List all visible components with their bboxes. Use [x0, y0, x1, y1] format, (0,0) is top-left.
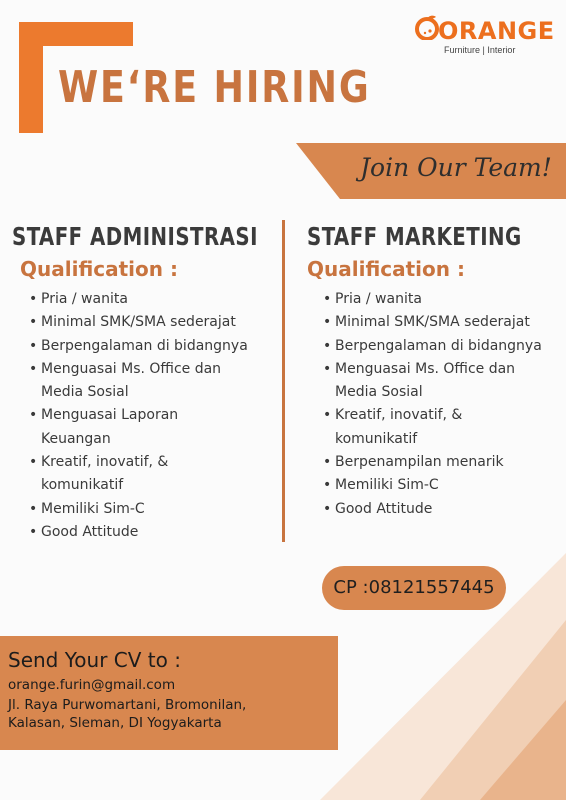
qualification-heading: Qualification : [20, 257, 178, 281]
send-cv-box [0, 636, 338, 750]
list-item: • Good Attitude [29, 521, 282, 544]
list-item: • Pria / wanita [29, 288, 282, 311]
list-item: • Berpenampilan menarik [323, 451, 563, 474]
job-column-marketing [307, 220, 563, 521]
brand-name: ORANGE [438, 17, 555, 45]
list-item: • Good Attitude [323, 498, 563, 521]
headline: WE‘RE HIRING [58, 62, 371, 113]
list-item: • Pria / wanita [323, 288, 563, 311]
qualification-list [29, 288, 282, 544]
contact-phone-badge: CP :08121557445 [322, 566, 506, 610]
list-item: • Menguasai Laporan Keuangan [29, 404, 282, 451]
job-title: STAFF ADMINISTRASI [12, 222, 258, 251]
job-column-administrasi [12, 220, 282, 544]
orange-fruit-icon [414, 14, 440, 40]
list-item: • Menguasai Ms. Office dan Media Sosial [323, 358, 563, 405]
list-item: • Memiliki Sim-C [29, 498, 282, 521]
brand-logo [414, 12, 556, 58]
join-banner-text: Join Our Team! [360, 153, 552, 182]
list-item: • Menguasai Ms. Office dan Media Sosial [29, 358, 282, 405]
list-item: • Memiliki Sim-C [323, 474, 563, 497]
contact-address: Jl. Raya Purwomartani, Bromonilan, Kalasan, Sleman, DI Yogyakarta [8, 697, 247, 731]
column-divider [282, 220, 285, 542]
job-title: STAFF MARKETING [307, 222, 522, 251]
contact-email[interactable]: orange.furin@gmail.com [8, 677, 176, 693]
list-item: • Berpengalaman di bidangnya [29, 335, 282, 358]
list-item: • Kreatif, inovatif, & komunikatif [323, 404, 563, 451]
send-cv-heading: Send Your CV to : [8, 648, 181, 672]
qualification-heading: Qualification : [307, 257, 465, 281]
qualification-list [323, 288, 563, 521]
list-item: • Berpengalaman di bidangnya [323, 335, 563, 358]
list-item: • Minimal SMK/SMA sederajat [29, 311, 282, 334]
list-item: • Minimal SMK/SMA sederajat [323, 311, 563, 334]
brand-tagline: Furniture | Interior [444, 45, 516, 55]
list-item: • Kreatif, inovatif, & komunikatif [29, 451, 282, 498]
